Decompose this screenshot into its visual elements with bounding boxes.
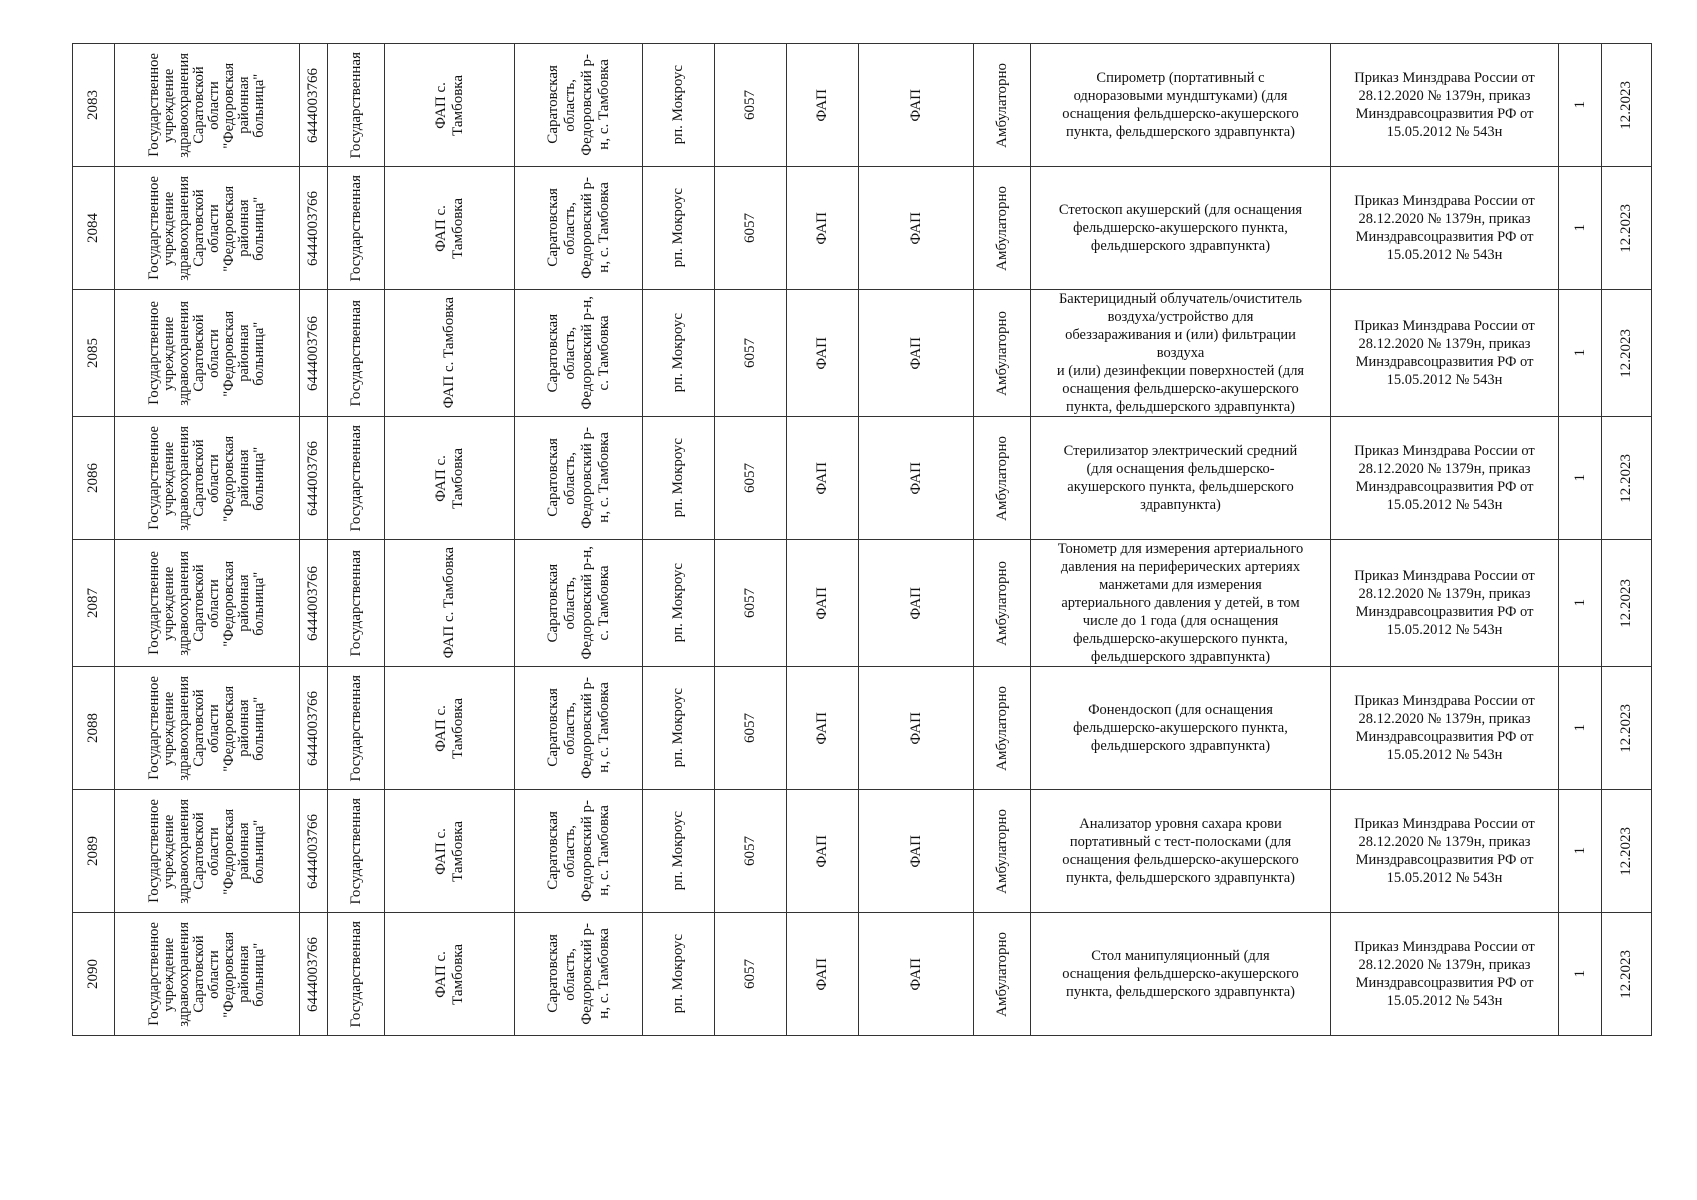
locality-code-cell <box>715 790 787 913</box>
facility-address: Саратовская область, Федоровский р-н, с. Тамбовка <box>544 296 612 410</box>
facility-subtype: ФАП <box>907 834 924 868</box>
care-mode: Амбулаторно <box>993 62 1010 148</box>
facility-name: ФАП с. Тамбовка <box>432 74 466 136</box>
locality-code: 6057 <box>742 836 758 866</box>
inn-number-cell <box>300 167 328 290</box>
care-mode: Амбулаторно <box>993 685 1010 771</box>
care-mode: Амбулаторно <box>993 435 1010 521</box>
ownership-form-cell <box>328 290 385 417</box>
inn-number: 6444003766 <box>305 67 321 143</box>
ownership-form: Государственная <box>347 51 364 159</box>
quantity: 1 <box>1571 970 1588 978</box>
organization-name-cell <box>115 167 300 290</box>
inn-number: 6444003766 <box>305 440 321 516</box>
regulatory-order: Приказ Минздрава России от 28.12.2020 № 1379н, приказ Минздравсоцразвития РФ от 15.05.2012 № 543н <box>1331 290 1559 417</box>
facility-address: Саратовская область, Федоровский р- н, с. Тамбовка <box>544 800 612 902</box>
equipment-name: Анализатор уровня сахара крови портативный с тест-полосками (для оснащения фельдшерско-акушерского пункта, фельдшерского здравпункта) <box>1031 790 1331 913</box>
facility-subtype-cell <box>859 790 974 913</box>
row-number-cell <box>73 290 115 417</box>
facility-subtype-cell <box>859 667 974 790</box>
quantity-cell <box>1559 290 1602 417</box>
row-number: 2086 <box>85 463 101 493</box>
locality-code-cell <box>715 667 787 790</box>
quantity-cell <box>1559 913 1602 1036</box>
facility-address-cell <box>515 44 643 167</box>
care-mode-cell <box>974 290 1031 417</box>
ownership-form: Государственная <box>347 424 364 532</box>
facility-subtype: ФАП <box>907 461 924 495</box>
care-mode-cell <box>974 167 1031 290</box>
facility-address-cell <box>515 290 643 417</box>
row-number: 2084 <box>85 213 101 243</box>
due-date-cell <box>1602 167 1652 290</box>
inn-number: 6444003766 <box>305 936 321 1012</box>
organization-name: Государственное учреждение здравоохранения Саратовской области "Федоровская районная больница" <box>146 425 267 531</box>
table-row <box>73 44 1652 167</box>
table-row <box>73 290 1652 417</box>
ownership-form: Государственная <box>347 299 364 407</box>
row-number-cell <box>73 417 115 540</box>
organization-name: Государственное учреждение здравоохранения Саратовской области "Федоровская районная больница" <box>146 300 267 406</box>
organization-name: Государственное учреждение здравоохранения Саратовской области "Федоровская районная больница" <box>146 175 267 281</box>
facility-type-cell <box>787 417 859 540</box>
locality: рп. Мокроус <box>670 188 686 268</box>
locality-code: 6057 <box>742 90 758 120</box>
equipment-name: Тонометр для измерения артериального давления на периферических артериях манжетами для измерения артериального давления у детей, в том числе до 1 года (для оснащения фельдшерско-акушерского пункта, фельдшерского здравпункта) <box>1031 540 1331 667</box>
facility-type-cell <box>787 667 859 790</box>
ownership-form-cell <box>328 417 385 540</box>
equipment-name: Стол манипуляционный (для оснащения фельдшерско-акушерского пункта, фельдшерского здравпункта) <box>1031 913 1331 1036</box>
organization-name-cell <box>115 667 300 790</box>
row-number-cell <box>73 790 115 913</box>
table-row <box>73 913 1652 1036</box>
due-date: 12.2023 <box>1618 578 1634 628</box>
row-number-cell <box>73 667 115 790</box>
row-number-cell <box>73 540 115 667</box>
quantity-cell <box>1559 167 1602 290</box>
inn-number-cell <box>300 913 328 1036</box>
due-date-cell <box>1602 790 1652 913</box>
organization-name-cell <box>115 540 300 667</box>
table-row <box>73 667 1652 790</box>
due-date-cell <box>1602 290 1652 417</box>
due-date: 12.2023 <box>1618 328 1634 378</box>
locality-cell <box>643 913 715 1036</box>
care-mode-cell <box>974 913 1031 1036</box>
regulatory-order: Приказ Минздрава России от 28.12.2020 № 1379н, приказ Минздравсоцразвития РФ от 15.05.2012 № 543н <box>1331 417 1559 540</box>
due-date-cell <box>1602 667 1652 790</box>
inn-number-cell <box>300 290 328 417</box>
equipment-name: Стетоскоп акушерский (для оснащения фельдшерско-акушерского пункта, фельдшерского здравпункта) <box>1031 167 1331 290</box>
equipment-name: Бактерицидный облучатель/очиститель воздуха/устройство для обеззараживания и (или) фильтрации воздуха и (или) дезинфекции поверхностей (для оснащения фельдшерско-акушерского пункта, фельдшерского здравпункта) <box>1031 290 1331 417</box>
organization-name: Государственное учреждение здравоохранения Саратовской области "Федоровская районная больница" <box>146 798 267 904</box>
care-mode: Амбулаторно <box>993 931 1010 1017</box>
facility-address: Саратовская область, Федоровский р-н, с. Тамбовка <box>544 546 612 660</box>
locality-cell <box>643 667 715 790</box>
facility-subtype: ФАП <box>907 586 924 620</box>
row-number: 2089 <box>85 836 101 866</box>
regulatory-order: Приказ Минздрава России от 28.12.2020 № 1379н, приказ Минздравсоцразвития РФ от 15.05.2012 № 543н <box>1331 44 1559 167</box>
regulatory-order: Приказ Минздрава России от 28.12.2020 № 1379н, приказ Минздравсоцразвития РФ от 15.05.2012 № 543н <box>1331 913 1559 1036</box>
inn-number: 6444003766 <box>305 190 321 266</box>
facility-address-cell <box>515 417 643 540</box>
due-date: 12.2023 <box>1618 826 1634 876</box>
due-date: 12.2023 <box>1618 203 1634 253</box>
facility-name: ФАП с. Тамбовка <box>432 197 466 259</box>
facility-address: Саратовская область, Федоровский р- н, с. Тамбовка <box>544 427 612 529</box>
facility-type: ФАП <box>814 211 830 245</box>
care-mode-cell <box>974 540 1031 667</box>
facility-type-cell <box>787 290 859 417</box>
organization-name: Государственное учреждение здравоохранения Саратовской области "Федоровская районная больница" <box>146 921 267 1027</box>
locality-code: 6057 <box>742 213 758 243</box>
quantity: 1 <box>1571 474 1588 482</box>
due-date-cell <box>1602 417 1652 540</box>
facility-subtype-cell <box>859 290 974 417</box>
ownership-form-cell <box>328 167 385 290</box>
row-number: 2090 <box>85 959 101 989</box>
facility-address-cell <box>515 540 643 667</box>
facility-address: Саратовская область, Федоровский р- н, с. Тамбовка <box>544 177 612 279</box>
facility-subtype: ФАП <box>907 711 924 745</box>
ownership-form-cell <box>328 790 385 913</box>
facility-subtype-cell <box>859 540 974 667</box>
organization-name-cell <box>115 790 300 913</box>
ownership-form: Государственная <box>347 797 364 905</box>
regulatory-order: Приказ Минздрава России от 28.12.2020 № 1379н, приказ Минздравсоцразвития РФ от 15.05.2012 № 543н <box>1331 540 1559 667</box>
locality: рп. Мокроус <box>670 65 686 145</box>
facility-name: ФАП с. Тамбовка <box>441 547 457 659</box>
inn-number-cell <box>300 44 328 167</box>
equipment-name: Стерилизатор электрический средний (для оснащения фельдшерско- акушерского пункта, фельдшерского здравпункта) <box>1031 417 1331 540</box>
facility-address-cell <box>515 790 643 913</box>
locality-code: 6057 <box>742 338 758 368</box>
table-row <box>73 167 1652 290</box>
ownership-form-cell <box>328 44 385 167</box>
locality-code: 6057 <box>742 959 758 989</box>
table-row <box>73 540 1652 667</box>
inn-number: 6444003766 <box>305 565 321 641</box>
ownership-form: Государственная <box>347 920 364 1028</box>
inn-number: 6444003766 <box>305 315 321 391</box>
organization-name-cell <box>115 417 300 540</box>
locality: рп. Мокроус <box>670 934 686 1014</box>
facility-type: ФАП <box>814 336 830 370</box>
inn-number: 6444003766 <box>305 690 321 766</box>
facility-subtype-cell <box>859 913 974 1036</box>
inn-number-cell <box>300 540 328 667</box>
ownership-form: Государственная <box>347 174 364 282</box>
ownership-form: Государственная <box>347 549 364 657</box>
facility-subtype: ФАП <box>907 336 924 370</box>
facility-address: Саратовская область, Федоровский р- н, с. Тамбовка <box>544 54 612 156</box>
due-date: 12.2023 <box>1618 80 1634 130</box>
locality-cell <box>643 790 715 913</box>
quantity-cell <box>1559 44 1602 167</box>
quantity: 1 <box>1571 599 1588 607</box>
facility-address-cell <box>515 167 643 290</box>
facility-address-cell <box>515 913 643 1036</box>
facility-address-cell <box>515 667 643 790</box>
care-mode: Амбулаторно <box>993 185 1010 271</box>
quantity: 1 <box>1571 349 1588 357</box>
locality-cell <box>643 290 715 417</box>
quantity: 1 <box>1571 224 1588 232</box>
organization-name-cell <box>115 44 300 167</box>
row-number: 2087 <box>85 588 101 618</box>
due-date: 12.2023 <box>1618 703 1634 753</box>
locality: рп. Мокроус <box>670 563 686 643</box>
facility-name: ФАП с. Тамбовка <box>432 697 466 759</box>
locality-code-cell <box>715 417 787 540</box>
ownership-form-cell <box>328 540 385 667</box>
inn-number-cell <box>300 790 328 913</box>
care-mode-cell <box>974 417 1031 540</box>
facility-name: ФАП с. Тамбовка <box>432 943 466 1005</box>
row-number-cell <box>73 167 115 290</box>
facility-subtype-cell <box>859 167 974 290</box>
quantity-cell <box>1559 667 1602 790</box>
quantity-cell <box>1559 417 1602 540</box>
facility-address: Саратовская область, Федоровский р- н, с. Тамбовка <box>544 923 612 1025</box>
care-mode: Амбулаторно <box>993 310 1010 396</box>
quantity: 1 <box>1571 101 1588 109</box>
due-date-cell <box>1602 540 1652 667</box>
facility-type-cell <box>787 790 859 913</box>
locality: рп. Мокроус <box>670 811 686 891</box>
row-number: 2083 <box>85 90 101 120</box>
facility-name-cell <box>385 913 515 1036</box>
row-number-cell <box>73 913 115 1036</box>
facility-type-cell <box>787 167 859 290</box>
due-date-cell <box>1602 913 1652 1036</box>
organization-name-cell <box>115 290 300 417</box>
quantity-cell <box>1559 540 1602 667</box>
locality-code: 6057 <box>742 463 758 493</box>
organization-name: Государственное учреждение здравоохранения Саратовской области "Федоровская районная больница" <box>146 675 267 781</box>
facility-type: ФАП <box>814 711 830 745</box>
locality-cell <box>643 540 715 667</box>
care-mode-cell <box>974 790 1031 913</box>
locality: рп. Мокроус <box>670 438 686 518</box>
table-row <box>73 790 1652 913</box>
facility-subtype: ФАП <box>907 211 924 245</box>
ownership-form-cell <box>328 667 385 790</box>
locality-code-cell <box>715 167 787 290</box>
due-date: 12.2023 <box>1618 453 1634 503</box>
facility-type-cell <box>787 44 859 167</box>
locality: рп. Мокроус <box>670 313 686 393</box>
organization-name-cell <box>115 913 300 1036</box>
organization-name: Государственное учреждение здравоохранения Саратовской области "Федоровская районная больница" <box>146 550 267 656</box>
facility-name-cell <box>385 417 515 540</box>
locality-code-cell <box>715 540 787 667</box>
facility-name-cell <box>385 790 515 913</box>
facility-subtype: ФАП <box>907 957 924 991</box>
quantity-cell <box>1559 790 1602 913</box>
table-row <box>73 417 1652 540</box>
due-date: 12.2023 <box>1618 949 1634 999</box>
locality-cell <box>643 44 715 167</box>
facility-name-cell <box>385 44 515 167</box>
facility-type: ФАП <box>814 88 830 122</box>
locality-code: 6057 <box>742 588 758 618</box>
locality-code-cell <box>715 44 787 167</box>
equipment-name: Спирометр (портативный с одноразовыми мундштуками) (для оснащения фельдшерско-акушерского пункта, фельдшерского здравпункта) <box>1031 44 1331 167</box>
facility-name: ФАП с. Тамбовка <box>441 297 457 409</box>
inn-number-cell <box>300 417 328 540</box>
facility-type: ФАП <box>814 957 830 991</box>
facility-name-cell <box>385 667 515 790</box>
quantity: 1 <box>1571 847 1588 855</box>
ownership-form: Государственная <box>347 674 364 782</box>
facility-subtype-cell <box>859 44 974 167</box>
inn-number: 6444003766 <box>305 813 321 889</box>
locality-cell <box>643 417 715 540</box>
locality: рп. Мокроус <box>670 688 686 768</box>
care-mode: Амбулаторно <box>993 808 1010 894</box>
facility-subtype-cell <box>859 417 974 540</box>
facility-address: Саратовская область, Федоровский р- н, с. Тамбовка <box>544 677 612 779</box>
facility-type-cell <box>787 540 859 667</box>
regulatory-order: Приказ Минздрава России от 28.12.2020 № 1379н, приказ Минздравсоцразвития РФ от 15.05.2012 № 543н <box>1331 790 1559 913</box>
locality-code-cell <box>715 290 787 417</box>
care-mode-cell <box>974 44 1031 167</box>
inn-number-cell <box>300 667 328 790</box>
facility-type: ФАП <box>814 586 830 620</box>
row-number: 2088 <box>85 713 101 743</box>
care-mode-cell <box>974 667 1031 790</box>
facility-name-cell <box>385 540 515 667</box>
locality-code: 6057 <box>742 713 758 743</box>
organization-name: Государственное учреждение здравоохранения Саратовской области "Федоровская районная больница" <box>146 52 267 158</box>
facility-name: ФАП с. Тамбовка <box>432 447 466 509</box>
locality-cell <box>643 167 715 290</box>
regulatory-order: Приказ Минздрава России от 28.12.2020 № 1379н, приказ Минздравсоцразвития РФ от 15.05.2012 № 543н <box>1331 167 1559 290</box>
quantity: 1 <box>1571 724 1588 732</box>
regulatory-order: Приказ Минздрава России от 28.12.2020 № 1379н, приказ Минздравсоцразвития РФ от 15.05.2012 № 543н <box>1331 667 1559 790</box>
facility-type: ФАП <box>814 461 830 495</box>
locality-code-cell <box>715 913 787 1036</box>
equipment-name: Фонендоскоп (для оснащения фельдшерско-акушерского пункта, фельдшерского здравпункта) <box>1031 667 1331 790</box>
ownership-form-cell <box>328 913 385 1036</box>
facility-name-cell <box>385 167 515 290</box>
facility-name-cell <box>385 290 515 417</box>
care-mode: Амбулаторно <box>993 560 1010 646</box>
facility-type-cell <box>787 913 859 1036</box>
facility-subtype: ФАП <box>907 88 924 122</box>
facility-type: ФАП <box>814 834 830 868</box>
facility-name: ФАП с. Тамбовка <box>432 820 466 882</box>
equipment-table <box>72 43 1652 1036</box>
row-number: 2085 <box>85 338 101 368</box>
due-date-cell <box>1602 44 1652 167</box>
row-number-cell <box>73 44 115 167</box>
